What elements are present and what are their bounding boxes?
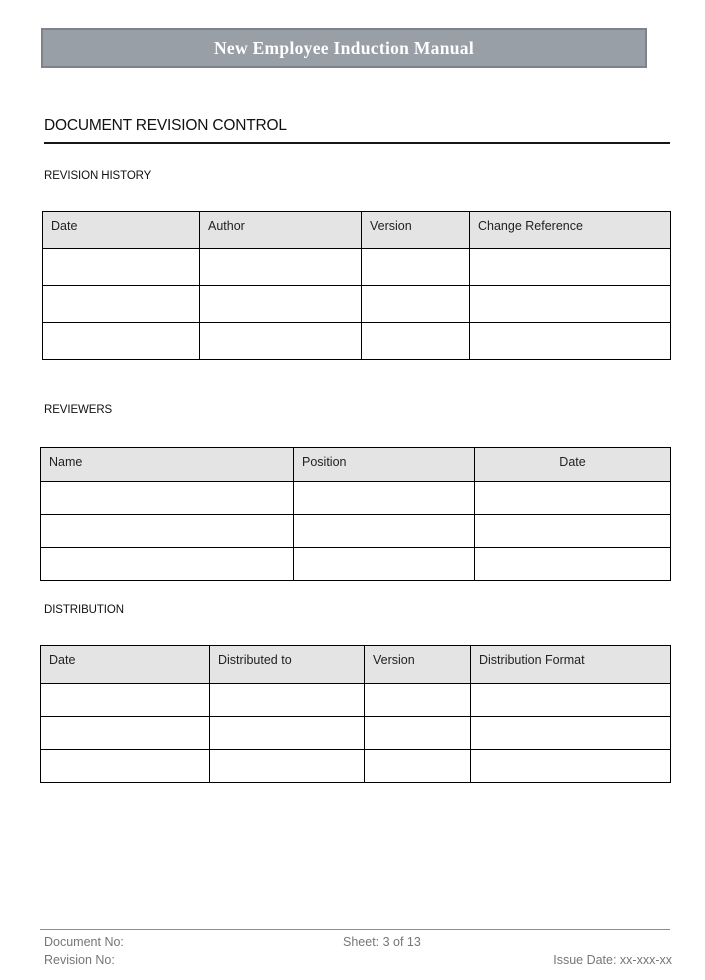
column-header-date: Date bbox=[475, 448, 671, 482]
column-header-position: Position bbox=[294, 448, 475, 482]
footer-document-no: Document No: bbox=[44, 935, 124, 949]
section-label-reviewers: REVIEWERS bbox=[44, 404, 113, 416]
table-cell bbox=[210, 717, 365, 750]
table-cell bbox=[41, 684, 210, 717]
column-header-author: Author bbox=[200, 212, 362, 249]
footer-divider bbox=[40, 929, 670, 930]
table-cell bbox=[41, 515, 294, 548]
table-cell bbox=[200, 286, 362, 323]
table-row bbox=[43, 249, 671, 286]
column-header-name: Name bbox=[41, 448, 294, 482]
table-cell bbox=[41, 482, 294, 515]
table-row bbox=[41, 717, 671, 750]
table-cell bbox=[470, 249, 671, 286]
table-cell bbox=[41, 717, 210, 750]
table-cell bbox=[475, 515, 671, 548]
table-cell bbox=[475, 548, 671, 581]
table-cell bbox=[294, 482, 475, 515]
section-label-revision-history: REVISION HISTORY bbox=[44, 170, 152, 182]
table-cell bbox=[365, 684, 471, 717]
section-label-distribution: DISTRIBUTION bbox=[44, 604, 124, 616]
page-title: DOCUMENT REVISION CONTROL bbox=[44, 117, 670, 144]
column-header-date: Date bbox=[43, 212, 200, 249]
footer-revision-no: Revision No: bbox=[44, 953, 115, 967]
table-row bbox=[41, 548, 671, 581]
table-cell bbox=[200, 249, 362, 286]
revision-history-table bbox=[42, 211, 671, 360]
table-row bbox=[41, 482, 671, 515]
document-title-banner bbox=[41, 28, 647, 68]
document-title: New Employee Induction Manual bbox=[213, 37, 475, 58]
table-cell bbox=[294, 548, 475, 581]
table-cell bbox=[41, 548, 294, 581]
table-cell bbox=[470, 286, 671, 323]
column-header-distributed-to: Distributed to bbox=[210, 646, 365, 684]
table-header-row bbox=[41, 646, 671, 684]
table-row bbox=[41, 750, 671, 783]
distribution-table bbox=[40, 645, 671, 783]
table-cell bbox=[43, 249, 200, 286]
reviewers-table bbox=[40, 447, 671, 581]
table-cell bbox=[41, 750, 210, 783]
table-cell bbox=[210, 750, 365, 783]
table-cell bbox=[362, 323, 470, 360]
table-cell bbox=[470, 323, 671, 360]
table-header-row bbox=[41, 448, 671, 482]
table-cell bbox=[471, 750, 671, 783]
column-header-version: Version bbox=[365, 646, 471, 684]
table-cell bbox=[475, 482, 671, 515]
table-cell bbox=[362, 286, 470, 323]
table-cell bbox=[43, 286, 200, 323]
table-cell bbox=[362, 249, 470, 286]
table-cell bbox=[365, 717, 471, 750]
table-cell bbox=[210, 684, 365, 717]
table-cell bbox=[471, 717, 671, 750]
table-cell bbox=[294, 515, 475, 548]
table-row bbox=[41, 684, 671, 717]
footer-issue-date: Issue Date: xx-xxx-xx bbox=[553, 953, 672, 967]
footer-sheet-number: Sheet: 3 of 13 bbox=[343, 935, 421, 949]
table-row bbox=[41, 515, 671, 548]
table-header-row bbox=[43, 212, 671, 249]
column-header-distribution-format: Distribution Format bbox=[471, 646, 671, 684]
table-row bbox=[43, 323, 671, 360]
table-cell bbox=[43, 323, 200, 360]
column-header-change-reference: Change Reference bbox=[470, 212, 671, 249]
column-header-date: Date bbox=[41, 646, 210, 684]
table-cell bbox=[200, 323, 362, 360]
column-header-version: Version bbox=[362, 212, 470, 249]
table-row bbox=[43, 286, 671, 323]
table-cell bbox=[365, 750, 471, 783]
table-cell bbox=[471, 684, 671, 717]
